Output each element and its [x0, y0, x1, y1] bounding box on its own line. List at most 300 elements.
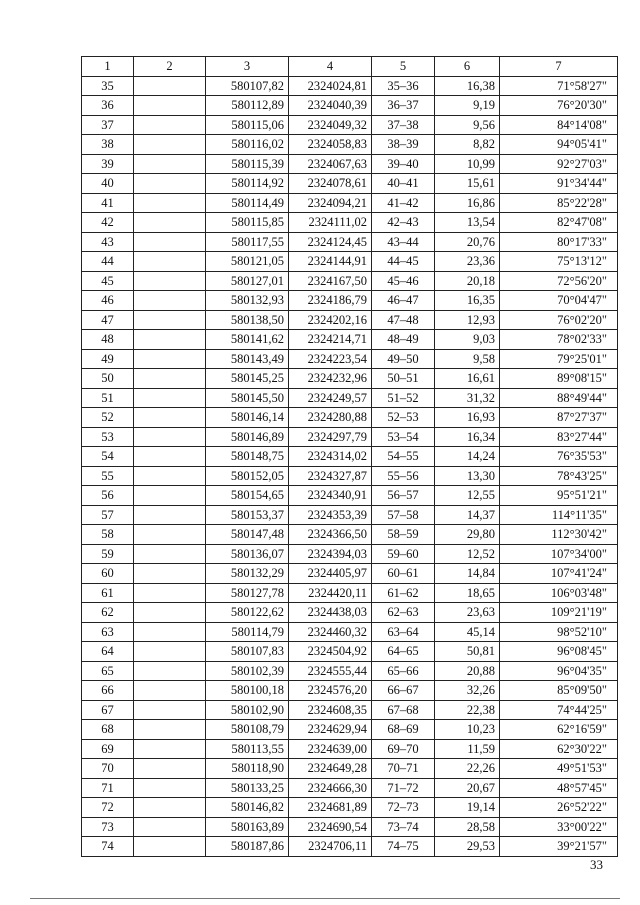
cell-length: 16,86: [435, 193, 500, 213]
cell-coordinate-x: 580127,78: [206, 583, 289, 603]
cell-length: 14,84: [435, 564, 500, 584]
cell-coordinate-y: 2324504,92: [289, 642, 372, 662]
cell-bearing: 83°27'44": [500, 427, 618, 447]
cell-point-number: 62: [82, 603, 134, 623]
cell-coordinate-x: 580146,89: [206, 427, 289, 447]
cell-length: 16,35: [435, 291, 500, 311]
table-row: [82, 427, 618, 447]
cell-bearing: 39°21'57": [500, 837, 618, 857]
cell-coordinate-x: 580154,65: [206, 486, 289, 506]
table-row: [82, 349, 618, 369]
cell-coordinate-y: 2324297,79: [289, 427, 372, 447]
cell-blank: [134, 622, 206, 642]
cell-coordinate-y: 2324049,32: [289, 115, 372, 135]
cell-coordinate-y: 2324314,02: [289, 447, 372, 467]
cell-coordinate-x: 580145,50: [206, 388, 289, 408]
cell-blank: [134, 388, 206, 408]
cell-length: 29,80: [435, 525, 500, 545]
cell-segment: 52–53: [372, 408, 435, 428]
cell-coordinate-x: 580102,39: [206, 661, 289, 681]
cell-segment: 67–68: [372, 700, 435, 720]
cell-blank: [134, 486, 206, 506]
cell-segment: 71–72: [372, 778, 435, 798]
table-row: [82, 388, 618, 408]
cell-blank: [134, 232, 206, 252]
cell-coordinate-x: 580141,62: [206, 330, 289, 350]
table-row: [82, 642, 618, 662]
cell-coordinate-y: 2324124,45: [289, 232, 372, 252]
cell-coordinate-y: 2324094,21: [289, 193, 372, 213]
cell-coordinate-x: 580133,25: [206, 778, 289, 798]
cell-length: 15,61: [435, 174, 500, 194]
cell-length: 9,56: [435, 115, 500, 135]
cell-length: 32,26: [435, 681, 500, 701]
cell-coordinate-x: 580114,79: [206, 622, 289, 642]
cell-segment: 45–46: [372, 271, 435, 291]
cell-point-number: 51: [82, 388, 134, 408]
table-row: [82, 486, 618, 506]
table-row: [82, 661, 618, 681]
table-row: [82, 252, 618, 272]
cell-segment: 69–70: [372, 739, 435, 759]
cell-bearing: 26°52'22": [500, 798, 618, 818]
cell-blank: [134, 661, 206, 681]
cell-point-number: 50: [82, 369, 134, 389]
cell-length: 12,52: [435, 544, 500, 564]
cell-length: 11,59: [435, 739, 500, 759]
footer-divider: [30, 898, 620, 899]
table-row: [82, 115, 618, 135]
cell-segment: 59–60: [372, 544, 435, 564]
cell-length: 12,93: [435, 310, 500, 330]
table-row: [82, 525, 618, 545]
table-row: [82, 310, 618, 330]
cell-coordinate-x: 580100,18: [206, 681, 289, 701]
cell-length: 45,14: [435, 622, 500, 642]
cell-segment: 70–71: [372, 759, 435, 779]
cell-point-number: 36: [82, 96, 134, 116]
header-cell-4: 4: [289, 57, 372, 77]
cell-point-number: 58: [82, 525, 134, 545]
cell-point-number: 39: [82, 154, 134, 174]
cell-segment: 73–74: [372, 817, 435, 837]
cell-coordinate-y: 2324249,57: [289, 388, 372, 408]
cell-bearing: 114°11'35": [500, 505, 618, 525]
cell-blank: [134, 174, 206, 194]
cell-length: 8,82: [435, 135, 500, 155]
cell-blank: [134, 817, 206, 837]
header-cell-3: 3: [206, 57, 289, 77]
cell-bearing: 92°27'03": [500, 154, 618, 174]
table-row: [82, 798, 618, 818]
cell-coordinate-x: 580147,48: [206, 525, 289, 545]
cell-point-number: 55: [82, 466, 134, 486]
cell-blank: [134, 798, 206, 818]
cell-segment: 66–67: [372, 681, 435, 701]
cell-bearing: 84°14'08": [500, 115, 618, 135]
cell-blank: [134, 76, 206, 96]
cell-bearing: 76°20'30": [500, 96, 618, 116]
cell-blank: [134, 213, 206, 233]
cell-coordinate-x: 580138,50: [206, 310, 289, 330]
cell-coordinate-x: 580146,82: [206, 798, 289, 818]
cell-coordinate-y: 2324649,28: [289, 759, 372, 779]
table-header-row: [82, 57, 618, 77]
cell-blank: [134, 115, 206, 135]
cell-segment: 37–38: [372, 115, 435, 135]
cell-coordinate-x: 580113,55: [206, 739, 289, 759]
cell-coordinate-x: 580108,79: [206, 720, 289, 740]
cell-blank: [134, 447, 206, 467]
cell-point-number: 54: [82, 447, 134, 467]
cell-segment: 47–48: [372, 310, 435, 330]
cell-length: 29,53: [435, 837, 500, 857]
cell-coordinate-y: 2324666,30: [289, 778, 372, 798]
cell-segment: 62–63: [372, 603, 435, 623]
cell-point-number: 44: [82, 252, 134, 272]
cell-blank: [134, 681, 206, 701]
cell-coordinate-y: 2324327,87: [289, 466, 372, 486]
cell-coordinate-x: 580118,90: [206, 759, 289, 779]
cell-coordinate-x: 580148,75: [206, 447, 289, 467]
cell-bearing: 96°08'45": [500, 642, 618, 662]
cell-length: 19,14: [435, 798, 500, 818]
cell-coordinate-y: 2324438,03: [289, 603, 372, 623]
cell-blank: [134, 505, 206, 525]
cell-blank: [134, 193, 206, 213]
cell-coordinate-x: 580115,39: [206, 154, 289, 174]
cell-point-number: 74: [82, 837, 134, 857]
cell-segment: 35–36: [372, 76, 435, 96]
cell-blank: [134, 603, 206, 623]
cell-bearing: 70°04'47": [500, 291, 618, 311]
cell-coordinate-x: 580112,89: [206, 96, 289, 116]
cell-segment: 42–43: [372, 213, 435, 233]
cell-bearing: 95°51'21": [500, 486, 618, 506]
cell-segment: 63–64: [372, 622, 435, 642]
cell-point-number: 56: [82, 486, 134, 506]
cell-bearing: 80°17'33": [500, 232, 618, 252]
cell-bearing: 88°49'44": [500, 388, 618, 408]
cell-coordinate-y: 2324420,11: [289, 583, 372, 603]
cell-length: 18,65: [435, 583, 500, 603]
cell-length: 16,93: [435, 408, 500, 428]
cell-point-number: 73: [82, 817, 134, 837]
table-row: [82, 681, 618, 701]
cell-coordinate-y: 2324223,54: [289, 349, 372, 369]
cell-blank: [134, 700, 206, 720]
cell-bearing: 49°51'53": [500, 759, 618, 779]
cell-blank: [134, 778, 206, 798]
cell-length: 16,38: [435, 76, 500, 96]
cell-blank: [134, 349, 206, 369]
cell-point-number: 57: [82, 505, 134, 525]
cell-bearing: 89°08'15": [500, 369, 618, 389]
cell-point-number: 48: [82, 330, 134, 350]
cell-bearing: 78°43'25": [500, 466, 618, 486]
cell-bearing: 96°04'35": [500, 661, 618, 681]
cell-length: 23,63: [435, 603, 500, 623]
cell-point-number: 42: [82, 213, 134, 233]
cell-segment: 74–75: [372, 837, 435, 857]
cell-blank: [134, 642, 206, 662]
table-row: [82, 583, 618, 603]
cell-bearing: 48°57'45": [500, 778, 618, 798]
cell-length: 9,03: [435, 330, 500, 350]
table-row: [82, 720, 618, 740]
cell-bearing: 107°41'24": [500, 564, 618, 584]
cell-point-number: 53: [82, 427, 134, 447]
cell-blank: [134, 739, 206, 759]
cell-point-number: 49: [82, 349, 134, 369]
cell-point-number: 43: [82, 232, 134, 252]
table-row: [82, 154, 618, 174]
table-row: [82, 817, 618, 837]
cell-coordinate-x: 580114,49: [206, 193, 289, 213]
cell-segment: 41–42: [372, 193, 435, 213]
cell-point-number: 67: [82, 700, 134, 720]
header-cell-2: 2: [134, 57, 206, 77]
cell-coordinate-y: 2324232,96: [289, 369, 372, 389]
cell-point-number: 71: [82, 778, 134, 798]
cell-bearing: 85°22'28": [500, 193, 618, 213]
cell-blank: [134, 310, 206, 330]
cell-coordinate-x: 580153,37: [206, 505, 289, 525]
cell-point-number: 65: [82, 661, 134, 681]
cell-segment: 54–55: [372, 447, 435, 467]
cell-coordinate-y: 2324167,50: [289, 271, 372, 291]
cell-coordinate-y: 2324111,02: [289, 213, 372, 233]
cell-coordinate-y: 2324639,00: [289, 739, 372, 759]
cell-point-number: 47: [82, 310, 134, 330]
cell-segment: 36–37: [372, 96, 435, 116]
cell-coordinate-y: 2324629,94: [289, 720, 372, 740]
cell-blank: [134, 369, 206, 389]
cell-segment: 51–52: [372, 388, 435, 408]
cell-segment: 56–57: [372, 486, 435, 506]
cell-coordinate-x: 580143,49: [206, 349, 289, 369]
table-row: [82, 739, 618, 759]
cell-coordinate-x: 580146,14: [206, 408, 289, 428]
cell-blank: [134, 408, 206, 428]
cell-coordinate-x: 580115,06: [206, 115, 289, 135]
cell-length: 20,76: [435, 232, 500, 252]
cell-coordinate-x: 580117,55: [206, 232, 289, 252]
cell-length: 31,32: [435, 388, 500, 408]
cell-bearing: 62°30'22": [500, 739, 618, 759]
cell-segment: 57–58: [372, 505, 435, 525]
cell-segment: 65–66: [372, 661, 435, 681]
cell-segment: 43–44: [372, 232, 435, 252]
cell-coordinate-x: 580136,07: [206, 544, 289, 564]
header-cell-1: 1: [82, 57, 134, 77]
cell-coordinate-y: 2324280,88: [289, 408, 372, 428]
cell-length: 23,36: [435, 252, 500, 272]
table-row: [82, 447, 618, 467]
cell-coordinate-x: 580132,29: [206, 564, 289, 584]
cell-length: 20,67: [435, 778, 500, 798]
cell-point-number: 52: [82, 408, 134, 428]
cell-bearing: 33°00'22": [500, 817, 618, 837]
cell-bearing: 85°09'50": [500, 681, 618, 701]
table-row: [82, 330, 618, 350]
cell-coordinate-y: 2324460,32: [289, 622, 372, 642]
cell-blank: [134, 583, 206, 603]
cell-coordinate-y: 2324186,79: [289, 291, 372, 311]
cell-coordinate-y: 2324078,61: [289, 174, 372, 194]
cell-blank: [134, 271, 206, 291]
cell-point-number: 59: [82, 544, 134, 564]
cell-bearing: 106°03'48": [500, 583, 618, 603]
header-cell-6: 6: [435, 57, 500, 77]
cell-bearing: 71°58'27": [500, 76, 618, 96]
cell-coordinate-x: 580163,89: [206, 817, 289, 837]
table-row: [82, 466, 618, 486]
cell-point-number: 70: [82, 759, 134, 779]
cell-blank: [134, 544, 206, 564]
cell-segment: 46–47: [372, 291, 435, 311]
cell-coordinate-y: 2324202,16: [289, 310, 372, 330]
table-body: [82, 76, 618, 856]
table-row: [82, 174, 618, 194]
table-row: [82, 135, 618, 155]
cell-coordinate-x: 580145,25: [206, 369, 289, 389]
cell-bearing: 72°56'20": [500, 271, 618, 291]
cell-coordinate-x: 580122,62: [206, 603, 289, 623]
cell-coordinate-x: 580121,05: [206, 252, 289, 272]
cell-bearing: 87°27'37": [500, 408, 618, 428]
cell-segment: 39–40: [372, 154, 435, 174]
cell-bearing: 78°02'33": [500, 330, 618, 350]
cell-coordinate-x: 580107,83: [206, 642, 289, 662]
cell-blank: [134, 759, 206, 779]
cell-coordinate-y: 2324690,54: [289, 817, 372, 837]
cell-coordinate-y: 2324608,35: [289, 700, 372, 720]
table-row: [82, 837, 618, 857]
cell-point-number: 45: [82, 271, 134, 291]
cell-bearing: 107°34'00": [500, 544, 618, 564]
cell-coordinate-y: 2324555,44: [289, 661, 372, 681]
cell-length: 22,26: [435, 759, 500, 779]
cell-length: 16,34: [435, 427, 500, 447]
cell-segment: 48–49: [372, 330, 435, 350]
cell-segment: 60–61: [372, 564, 435, 584]
cell-coordinate-x: 580114,92: [206, 174, 289, 194]
header-cell-5: 5: [372, 57, 435, 77]
cell-segment: 40–41: [372, 174, 435, 194]
cell-length: 20,18: [435, 271, 500, 291]
cell-segment: 61–62: [372, 583, 435, 603]
cell-coordinate-y: 2324058,83: [289, 135, 372, 155]
cell-length: 9,19: [435, 96, 500, 116]
cell-length: 14,24: [435, 447, 500, 467]
cell-length: 28,58: [435, 817, 500, 837]
cell-blank: [134, 291, 206, 311]
cell-segment: 55–56: [372, 466, 435, 486]
cell-coordinate-x: 580187,86: [206, 837, 289, 857]
cell-length: 20,88: [435, 661, 500, 681]
cell-bearing: 75°13'12": [500, 252, 618, 272]
table-row: [82, 271, 618, 291]
cell-blank: [134, 427, 206, 447]
cell-coordinate-y: 2324405,97: [289, 564, 372, 584]
table-row: [82, 232, 618, 252]
cell-coordinate-y: 2324067,63: [289, 154, 372, 174]
cell-segment: 44–45: [372, 252, 435, 272]
page-number: 33: [590, 857, 603, 872]
cell-length: 13,54: [435, 213, 500, 233]
cell-coordinate-y: 2324681,89: [289, 798, 372, 818]
table-row: [82, 505, 618, 525]
cell-length: 10,99: [435, 154, 500, 174]
cell-coordinate-x: 580132,93: [206, 291, 289, 311]
cell-point-number: 68: [82, 720, 134, 740]
cell-bearing: 62°16'59": [500, 720, 618, 740]
cell-coordinate-y: 2324394,03: [289, 544, 372, 564]
cell-coordinate-x: 580116,02: [206, 135, 289, 155]
table-row: [82, 369, 618, 389]
table-row: [82, 291, 618, 311]
cell-coordinate-x: 580152,05: [206, 466, 289, 486]
cell-segment: 50–51: [372, 369, 435, 389]
cell-coordinate-y: 2324576,20: [289, 681, 372, 701]
table-row: [82, 193, 618, 213]
cell-point-number: 46: [82, 291, 134, 311]
cell-blank: [134, 466, 206, 486]
table-row: [82, 759, 618, 779]
cell-coordinate-y: 2324340,91: [289, 486, 372, 506]
cell-bearing: 79°25'01": [500, 349, 618, 369]
cell-blank: [134, 837, 206, 857]
cell-blank: [134, 135, 206, 155]
cell-coordinate-x: 580102,90: [206, 700, 289, 720]
table-row: [82, 778, 618, 798]
cell-length: 16,61: [435, 369, 500, 389]
cell-segment: 64–65: [372, 642, 435, 662]
cell-bearing: 82°47'08": [500, 213, 618, 233]
cell-point-number: 60: [82, 564, 134, 584]
cell-bearing: 76°35'53": [500, 447, 618, 467]
cell-coordinate-y: 2324706,11: [289, 837, 372, 857]
cell-blank: [134, 525, 206, 545]
cell-bearing: 91°34'44": [500, 174, 618, 194]
cell-point-number: 61: [82, 583, 134, 603]
table-row: [82, 96, 618, 116]
table-row: [82, 544, 618, 564]
cell-length: 14,37: [435, 505, 500, 525]
cell-blank: [134, 564, 206, 584]
cell-blank: [134, 720, 206, 740]
cell-coordinate-y: 2324024,81: [289, 76, 372, 96]
cell-point-number: 63: [82, 622, 134, 642]
cell-bearing: 112°30'42": [500, 525, 618, 545]
cell-point-number: 38: [82, 135, 134, 155]
cell-coordinate-x: 580115,85: [206, 213, 289, 233]
table-row: [82, 213, 618, 233]
cell-point-number: 40: [82, 174, 134, 194]
cell-segment: 53–54: [372, 427, 435, 447]
cell-bearing: 94°05'41": [500, 135, 618, 155]
cell-segment: 38–39: [372, 135, 435, 155]
cell-coordinate-y: 2324366,50: [289, 525, 372, 545]
cell-segment: 68–69: [372, 720, 435, 740]
table-row: [82, 700, 618, 720]
cell-point-number: 35: [82, 76, 134, 96]
table-row: [82, 564, 618, 584]
cell-bearing: 109°21'19": [500, 603, 618, 623]
table-row: [82, 603, 618, 623]
cell-point-number: 66: [82, 681, 134, 701]
